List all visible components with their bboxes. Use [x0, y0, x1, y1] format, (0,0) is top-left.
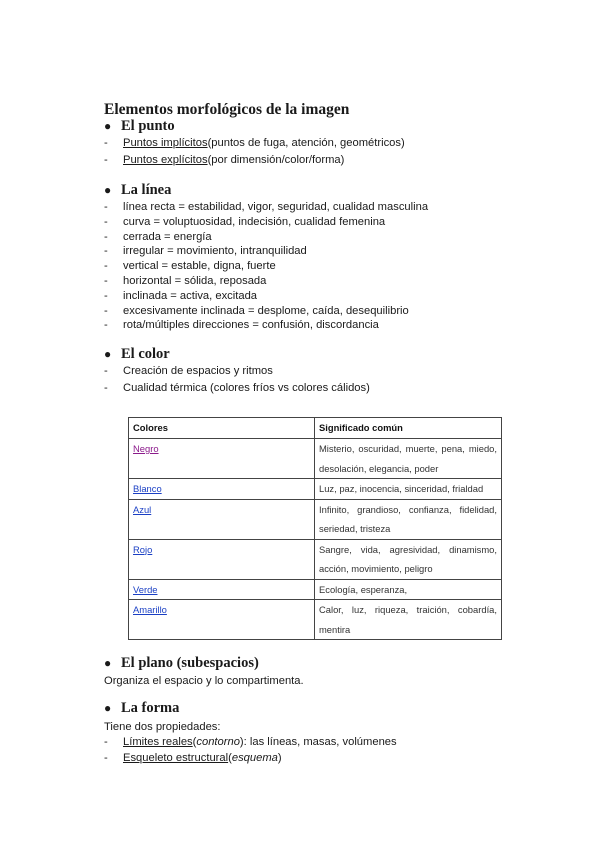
- dash-marker: -: [104, 215, 108, 228]
- item-text: cerrada = energía: [123, 230, 212, 243]
- dash-marker: -: [104, 289, 108, 302]
- list-item: [104, 381, 370, 396]
- list-item: [104, 274, 428, 289]
- list-item: [104, 153, 405, 168]
- color-link[interactable]: Rojo: [133, 543, 153, 555]
- item-text: ): [277, 751, 282, 764]
- color-cell: [129, 439, 315, 479]
- list-item: [104, 259, 428, 274]
- heading-text: La línea: [121, 182, 172, 198]
- dash-marker: -: [104, 153, 108, 166]
- item-text: Cualidad térmica (colores fríos vs colores cálidos): [123, 381, 370, 394]
- meaning-cell: Luz, paz, inocencia, sinceridad, frialdad: [315, 479, 502, 500]
- header-colores: Colores: [129, 418, 315, 439]
- list-item: [104, 735, 397, 750]
- table-row: [129, 539, 502, 579]
- item-text: línea recta = estabilidad, vigor, seguridad, cualidad masculina: [123, 201, 429, 213]
- bullet-icon: ●: [104, 656, 112, 670]
- item-underlined: Esqueleto estructural: [123, 751, 229, 764]
- meaning-cell: Calor, luz, riqueza, traición, cobardía, mentira: [315, 600, 502, 640]
- color-cell: [129, 579, 315, 600]
- item-text: ): las líneas, masas, volúmenes: [239, 736, 397, 748]
- item-text: excesivamente inclinada = desplome, caída, desequilibrio: [123, 304, 409, 317]
- heading-la-forma: [104, 700, 179, 717]
- list-item: [104, 215, 428, 230]
- meaning-cell: Ecología, esperanza,: [315, 579, 502, 600]
- header-significado: Significado común: [315, 418, 502, 439]
- list-item: [104, 200, 428, 215]
- table-row: [129, 439, 502, 479]
- meaning-cell: Infinito, grandioso, confianza, fidelidad, seriedad, tristeza: [315, 499, 502, 539]
- list-item: [104, 364, 370, 379]
- table-row: [129, 579, 502, 600]
- list-item: [104, 136, 405, 151]
- meaning-cell: Misterio, oscuridad, muerte, pena, miedo, desolación, elegancia, poder: [315, 439, 502, 479]
- item-text: vertical = estable, digna, fuerte: [123, 260, 276, 273]
- table-header-row: [129, 418, 502, 439]
- table-row: [129, 499, 502, 539]
- heading-text: El punto: [121, 118, 175, 134]
- heading-la-linea: [104, 182, 171, 199]
- color-link[interactable]: Verde: [133, 583, 158, 595]
- list-item: [104, 230, 428, 245]
- heading-el-punto: [104, 118, 175, 135]
- item-underlined: Límites reales: [123, 736, 193, 748]
- list-item: [104, 289, 428, 304]
- bullet-icon: ●: [104, 701, 112, 715]
- heading-el-plano: [104, 655, 259, 672]
- dash-marker: -: [104, 381, 108, 394]
- dash-marker: -: [104, 230, 108, 243]
- item-underlined: Puntos implícitos: [123, 137, 208, 149]
- item-text: (: [192, 736, 197, 748]
- bullet-icon: ●: [104, 347, 112, 361]
- heading-text: El plano (subespacios): [121, 655, 259, 671]
- color-link[interactable]: Negro: [133, 443, 159, 454]
- item-text: Creación de espacios y ritmos: [123, 365, 273, 377]
- forma-intro: Tiene dos propiedades:: [104, 721, 221, 733]
- list-item: [104, 244, 428, 259]
- meaning-cell: Sangre, vida, agresividad, dinamismo, acción, movimiento, peligro: [315, 539, 502, 579]
- color-cell: [129, 539, 315, 579]
- item-underlined: Puntos explícitos: [123, 153, 208, 166]
- color-link[interactable]: Blanco: [133, 483, 162, 494]
- table-row: [129, 479, 502, 500]
- item-text: rota/múltiples direcciones = confusión, discordancia: [123, 319, 379, 332]
- forma-list: [104, 735, 397, 766]
- dash-marker: -: [104, 274, 108, 287]
- dash-marker: -: [104, 245, 108, 258]
- item-text: irregular = movimiento, intranquilidad: [123, 245, 307, 258]
- item-text: (puntos de fuga, atención, geométricos): [207, 137, 405, 149]
- color-cell: [129, 600, 315, 640]
- bullet-icon: ●: [104, 183, 112, 197]
- table-row: [129, 600, 502, 640]
- dash-marker: -: [104, 319, 108, 332]
- heading-el-color: [104, 346, 170, 363]
- dash-marker: -: [104, 304, 108, 317]
- item-italic: contorno: [196, 736, 240, 748]
- color-cell: [129, 499, 315, 539]
- dash-marker: -: [104, 137, 108, 149]
- document-title: Elementos morfológicos de la imagen: [104, 101, 350, 118]
- linea-list: [104, 200, 428, 333]
- color-list: [104, 364, 370, 396]
- color-cell: [129, 479, 315, 500]
- item-text: horizontal = sólida, reposada: [123, 274, 267, 287]
- bullet-icon: ●: [104, 119, 112, 133]
- heading-text: El color: [121, 346, 170, 362]
- punto-list: [104, 136, 405, 168]
- dash-marker: -: [104, 365, 108, 377]
- list-item: [104, 318, 428, 333]
- color-link[interactable]: Azul: [133, 503, 152, 515]
- dash-marker: -: [104, 260, 108, 273]
- list-item: [104, 751, 397, 766]
- item-text: inclinada = activa, excitada: [123, 289, 258, 302]
- item-text: (por dimensión/color/forma): [207, 153, 345, 166]
- list-item: [104, 304, 428, 319]
- item-italic: esquema: [231, 751, 278, 764]
- color-link[interactable]: Amarillo: [133, 604, 167, 615]
- dash-marker: -: [104, 201, 108, 213]
- item-text: (: [228, 751, 232, 764]
- dash-marker: -: [104, 736, 108, 748]
- dash-marker: -: [104, 751, 108, 764]
- item-text: curva = voluptuosidad, indecisión, cualidad femenina: [123, 215, 386, 228]
- plano-text: Organiza el espacio y lo compartimenta.: [104, 675, 304, 687]
- heading-text: La forma: [121, 700, 180, 716]
- color-meaning-table: [128, 417, 502, 640]
